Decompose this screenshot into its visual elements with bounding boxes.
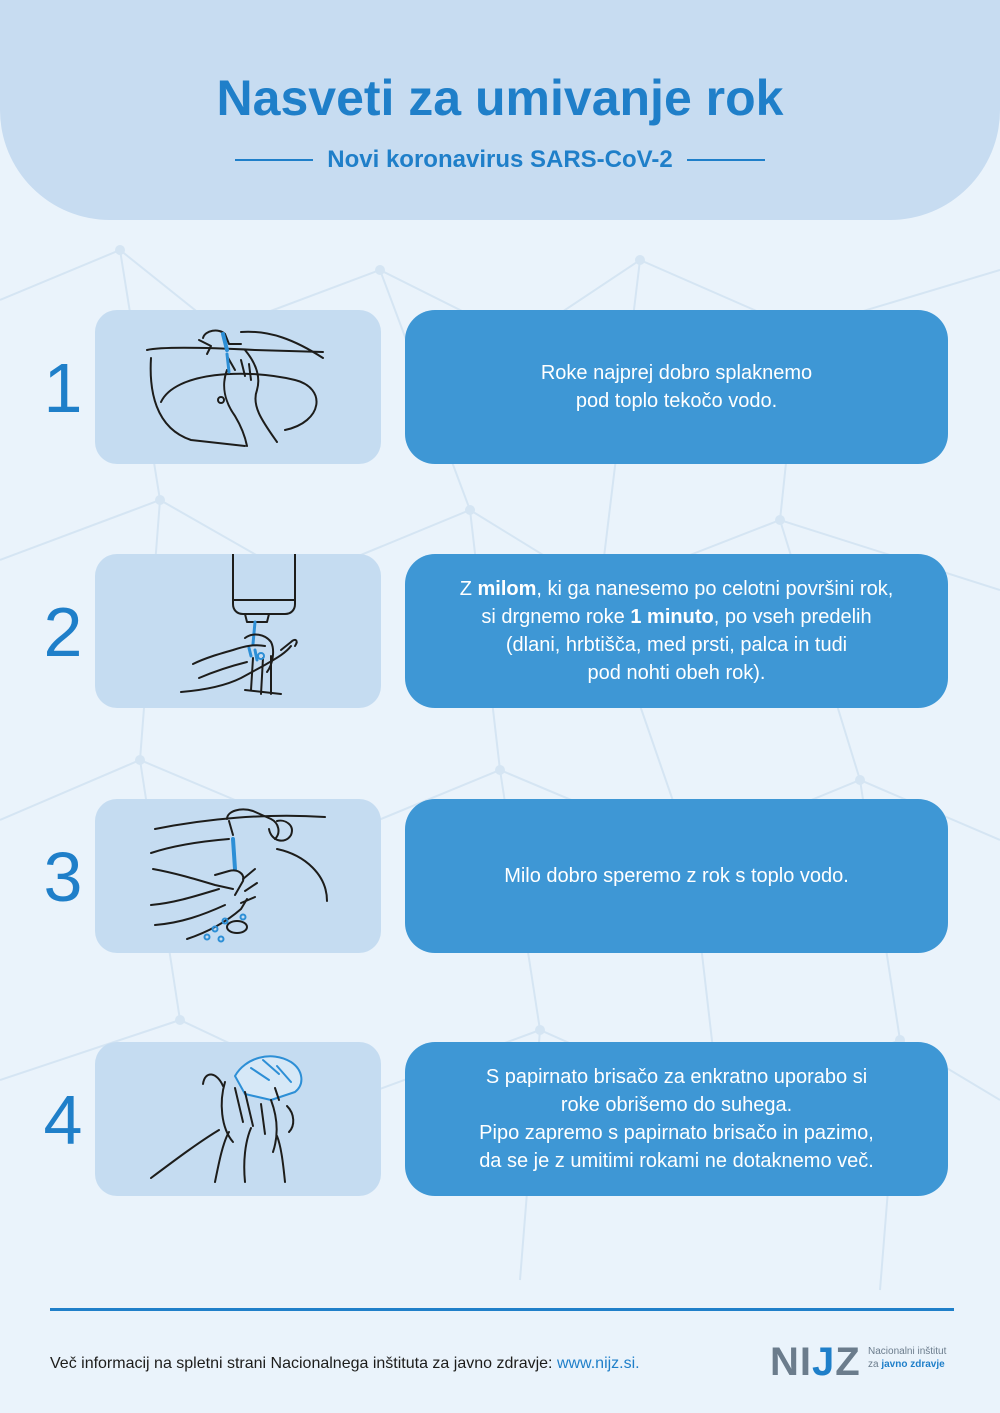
step-number: 3 <box>43 838 83 916</box>
step-description-box <box>405 1042 948 1196</box>
text-segment: pod nohti obeh rok). <box>587 662 766 684</box>
text-segment: si drgnemo roke <box>481 606 631 628</box>
text-segment: , ki ga nanesemo po celotni površini rok, <box>536 578 894 600</box>
soap-dispenser-hands-icon <box>95 554 381 708</box>
subtitle-rule-left <box>235 159 313 161</box>
text-segment: Roke najprej dobro splaknemo <box>540 362 813 384</box>
step-4 <box>0 1042 1000 1196</box>
logo-caption-line2 <box>868 1358 963 1371</box>
text-segment: Milo dobro speremo z rok s toplo vodo. <box>504 865 849 887</box>
footer-text: Več informacij na spletni strani Nacionalnega inštituta za javno zdravje: <box>50 1355 557 1372</box>
step-number: 4 <box>43 1081 83 1159</box>
text-segment: pod toplo tekočo vodo. <box>575 390 778 412</box>
step-description <box>422 575 932 687</box>
text-segment: Z <box>459 578 478 600</box>
logo-caption-prefix: za <box>868 1359 882 1370</box>
emphasis-text: 1 minuto <box>630 606 714 628</box>
text-segment: , po vseh predelih <box>713 606 872 628</box>
subtitle-rule-right <box>687 159 765 161</box>
footer-divider <box>50 1308 954 1311</box>
logo-mark <box>770 1337 861 1387</box>
logo-mark-right: Z <box>835 1340 861 1384</box>
text-segment: da se je z umitimi rokami ne dotaknemo več. <box>479 1150 874 1172</box>
step-description-box <box>405 799 948 953</box>
header-banner <box>0 0 1000 220</box>
subtitle-row <box>0 143 1000 177</box>
step-number: 2 <box>43 593 83 671</box>
step-number: 1 <box>43 349 83 427</box>
rinsing-hands-icon <box>95 799 381 953</box>
logo-caption-line1: Nacionalni inštitut <box>868 1346 947 1357</box>
logo-caption-accent: javno zdravje <box>881 1359 945 1370</box>
step-1 <box>0 310 1000 464</box>
logo-mark-accent: J <box>812 1340 836 1384</box>
logo-mark-left: NI <box>770 1340 812 1384</box>
footer-info <box>50 1352 640 1376</box>
text-segment: (dlani, hrbtišča, med prsti, palca in tudi <box>505 634 848 656</box>
step-description <box>422 862 932 890</box>
hands-under-tap-icon <box>95 310 381 464</box>
step-description <box>422 359 932 415</box>
page-title: Nasveti za umivanje rok <box>216 70 784 126</box>
drying-hands-paper-towel-icon <box>95 1042 381 1196</box>
step-description-box <box>405 554 948 708</box>
step-3 <box>0 799 1000 953</box>
step-2 <box>0 554 1000 708</box>
step-description <box>422 1063 932 1175</box>
text-segment: Pipo zapremo s papirnato brisačo in pazimo, <box>479 1122 874 1144</box>
footer-website-link[interactable]: www.nijz.si. <box>556 1355 640 1372</box>
emphasis-text: milom <box>477 578 537 600</box>
nijz-logo <box>770 1337 960 1387</box>
page-subtitle: Novi koronavirus SARS-CoV-2 <box>327 146 673 173</box>
logo-caption <box>868 1345 963 1371</box>
text-segment: roke obrišemo do suhega. <box>560 1094 793 1116</box>
step-description-box <box>405 310 948 464</box>
text-segment: S papirnato brisačo za enkratno uporabo si <box>485 1066 868 1088</box>
